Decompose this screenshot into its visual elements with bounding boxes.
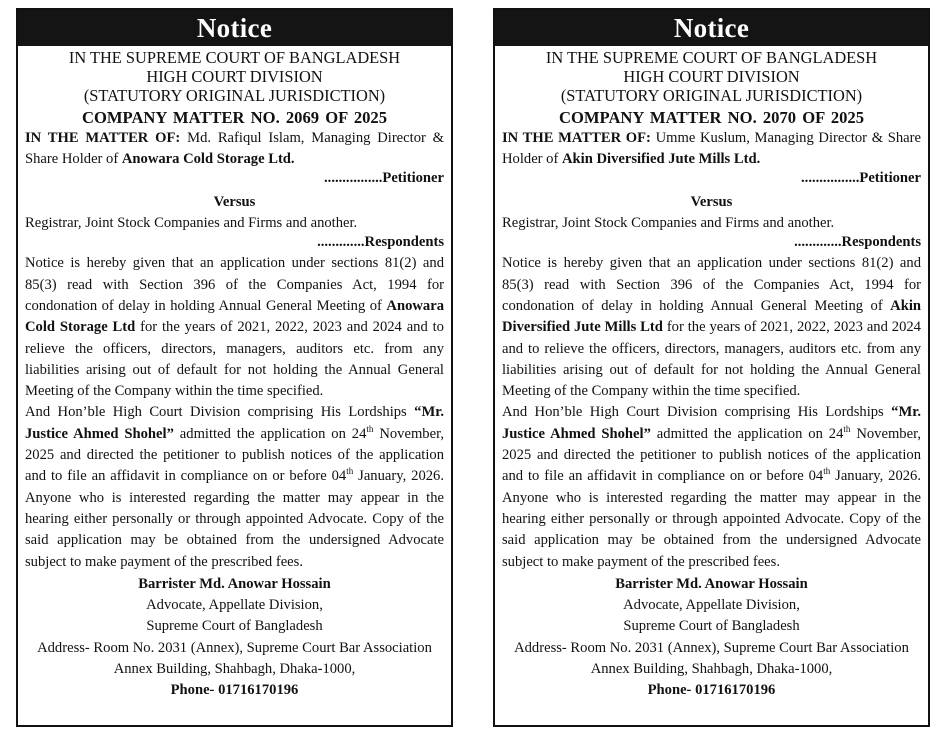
address-line-1: Address- Room No. 2031 (Annex), Supreme Court Bar Association — [514, 639, 909, 656]
company-matter-number — [502, 108, 921, 128]
petitioner-description: Umme Kuslum, Managing Director & Share Holder of — [502, 129, 921, 167]
notice-paragraph-2 — [25, 402, 444, 572]
judge-name: “Mr. Justice Ahmed Shohel” — [25, 404, 444, 442]
address-line-2: Annex Building, Shahbagh, Dhaka-1000, — [113, 661, 356, 678]
matter-label: COMPANY MATTER NO. — [558, 107, 757, 127]
in-the-matter-of — [502, 128, 921, 171]
para2-text-a: And Hon’ble High Court Division comprising His Lordships — [25, 404, 407, 421]
para2-text-c: November, 2025 and directed the petitioner to publish notices of the application and to file an affidavit in compliance on or before 04 — [25, 425, 444, 485]
respondents-text: Registrar, Joint Stock Companies and Firms and another. — [502, 214, 835, 231]
para1-text-a: Notice is hereby given that an application under sections 81(2) and 85(3) read with Section 396 of the Companies Act, 1994 for condonation of delay in holding Annual General Meeting of — [502, 255, 921, 314]
para2-text-b: admitted the application on 24 — [179, 425, 367, 442]
para2-text-a: And Hon’ble High Court Division comprising His Lordships — [502, 404, 884, 421]
notice-panel-right — [493, 8, 930, 727]
versus-label: Versus — [690, 193, 733, 210]
ordinal-sup: th — [346, 466, 354, 477]
petitioner-label: ................Petitioner — [801, 170, 921, 187]
division-name: HIGH COURT DIVISION — [146, 67, 323, 87]
signature-block — [502, 574, 921, 702]
jurisdiction: (STATUTORY ORIGINAL JURISDICTION) — [560, 86, 863, 106]
matter-of: OF — [802, 107, 825, 127]
phone-number: Phone- 01716170196 — [170, 682, 299, 699]
notice-paragraph-1 — [502, 253, 921, 402]
respondents-text: Registrar, Joint Stock Companies and Firms and another. — [25, 214, 358, 231]
advocate-name: Barrister Md. Anowar Hossain — [138, 575, 331, 592]
advocate-court: Supreme Court of Bangladesh — [146, 618, 323, 635]
court-name: IN THE SUPREME COURT OF BANGLADESH — [545, 48, 878, 67]
ordinal-sup: th — [823, 466, 831, 477]
para1-company: Anowara Cold Storage Ltd — [25, 297, 444, 336]
in-the-matter-label: IN THE MATTER OF: — [502, 129, 651, 146]
notice-banner: Notice — [18, 10, 451, 46]
advocate-court: Supreme Court of Bangladesh — [623, 618, 800, 635]
phone-number: Phone- 01716170196 — [647, 682, 776, 699]
petitioner-label: ................Petitioner — [324, 170, 444, 187]
para2-text-c: November, 2025 and directed the petitioner to publish notices of the application and to file an affidavit in compliance on or before 04 — [502, 425, 921, 485]
notice-paragraph-1 — [25, 253, 444, 402]
address-line-1: Address- Room No. 2031 (Annex), Supreme Court Bar Association — [37, 639, 432, 656]
notice-panel-left — [16, 8, 453, 727]
notice-body — [495, 46, 928, 702]
petitioner-description: Md. Rafiqul Islam, Managing Director & Share Holder of — [25, 129, 445, 167]
ordinal-sup: th — [843, 423, 851, 434]
address-line-2: Annex Building, Shahbagh, Dhaka-1000, — [590, 661, 833, 678]
company-matter-number — [25, 108, 444, 128]
para2-text-d: January, 2026. Anyone who is interested regarding the matter may appear in the hearing either personally or through appointed Advocate. Copy of the said application may be obtained from the undersigned Advocate subject to make payment of the prescribed fees. — [502, 468, 921, 570]
para1-text-b: for the years of 2021, 2022, 2023 and 2024 and to relieve the officers, directors, managers, auditors etc. from any liabilities arising out of default for not holding the Annual General Meeting of the Company within the time specified. — [25, 319, 444, 400]
ordinal-sup: th — [366, 423, 374, 434]
matter-number: 2069 — [285, 107, 320, 127]
notice-body — [18, 46, 451, 702]
court-name: IN THE SUPREME COURT OF BANGLADESH — [68, 48, 401, 67]
para1-text-a: Notice is hereby given that an application under sections 81(2) and 85(3) read with Section 396 of the Companies Act, 1994 for condonation of delay in holding Annual General Meeting of — [25, 255, 444, 314]
matter-of: OF — [325, 107, 348, 127]
advocate-title: Advocate, Appellate Division, — [623, 597, 800, 614]
advocate-name: Barrister Md. Anowar Hossain — [615, 575, 808, 592]
matter-number: 2070 — [762, 107, 797, 127]
para1-text-b: for the years of 2021, 2022, 2023 and 2024 and to relieve the officers, directors, managers, auditors etc. from any liabilities arising out of default for not holding the Annual General Meeting of the Company within the time specified. — [502, 319, 921, 400]
company-name: Akin Diversified Jute Mills Ltd. — [562, 150, 761, 167]
judge-name: “Mr. Justice Ahmed Shohel” — [502, 404, 921, 442]
jurisdiction: (STATUTORY ORIGINAL JURISDICTION) — [83, 86, 386, 106]
company-name: Anowara Cold Storage Ltd. — [121, 150, 295, 167]
para2-text-d: January, 2026. Anyone who is interested regarding the matter may appear in the hearing either personally or through appointed Advocate. Copy of the said application may be obtained from the undersigned Advocate subject to make payment of the prescribed fees. — [25, 468, 444, 570]
matter-year: 2025 — [830, 107, 864, 127]
notice-paragraph-2 — [502, 402, 921, 572]
signature-block — [25, 574, 444, 702]
matter-year: 2025 — [353, 107, 387, 127]
matter-label: COMPANY MATTER NO. — [81, 107, 280, 127]
respondents-label: .............Respondents — [794, 234, 921, 251]
advocate-title: Advocate, Appellate Division, — [146, 597, 323, 614]
in-the-matter-label: IN THE MATTER OF: — [25, 129, 181, 146]
notice-banner: Notice — [495, 10, 928, 46]
division-name: HIGH COURT DIVISION — [623, 67, 800, 87]
para1-company: Akin Diversified Jute Mills Ltd — [502, 297, 921, 336]
para2-text-b: admitted the application on 24 — [656, 425, 844, 442]
versus-label: Versus — [213, 193, 256, 210]
in-the-matter-of — [25, 128, 444, 171]
respondents-label: .............Respondents — [317, 234, 444, 251]
